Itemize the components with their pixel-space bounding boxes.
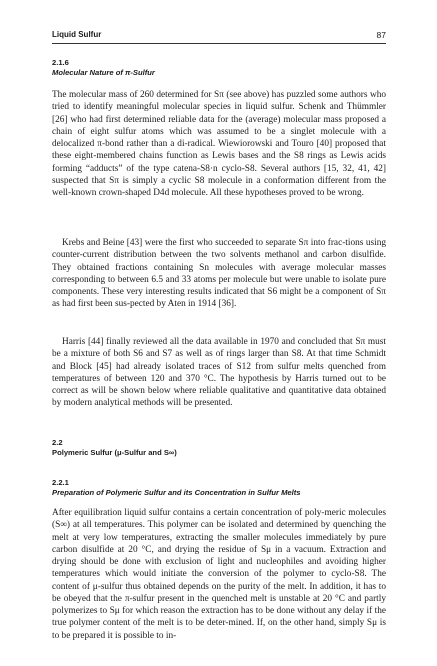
document-page <box>52 0 386 666</box>
section-title: Polymeric Sulfur (μ-Sulfur and S∞) <box>52 448 177 457</box>
running-title: Liquid Sulfur <box>52 30 102 39</box>
paragraph: Harris [44] finally reviewed all the data available in 1970 and concluded that Sπ must be a mixture of both S6 and S7 as well as of rings larger than S8. At that time Schmidt and Block [45] had already isolated traces of S12 from sulfur melts quenched from temperatures of between 120 and 370 °C. The hypothesis by Harris turned out to be correct as will be shown below where reliable qualitative and quantitative data obtained by modern analytical methods will be presented. <box>52 337 386 409</box>
page-number: 87 <box>376 30 386 40</box>
section-number: 2.1.6 <box>52 58 69 67</box>
section-title: Molecular Nature of π-Sulfur <box>52 68 155 77</box>
paragraph: Krebs and Beine [43] were the first who succeeded to separate Sπ into frac-tions using counter-current distribution between the two solvents methanol and carbon disulfide. They obtained fractions containing Sn molecules with average molecular masses corresponding to between 6.5 and 33 atoms per molecule but were unable to isolate pure components. These very interesting results indicated that S6 might be a component of Sπ as had first been sus-pected by Aten in 1914 [36]. <box>52 238 386 310</box>
paragraph: After equilibration liquid sulfur contains a certain concentration of poly-meric molecules (S∞) at all temperatures. This polymer can be isolated and determined by quenching the melt at very low temperatures, extracting the smaller molecules immediately by pure carbon disulfide at 20 °C, and drying the residue of Sμ in a vacuum. Extraction and drying should be done with exclusion of light and nucleophiles and avoiding higher temperatures which would initiate the conversion of the polymer to cyclo-S8. The content of μ-sulfur thus obtained depends on the purity of the melt. In addition, it has to be obeyed that the π-sulfur present in the quenched melt is unstable at 20 °C and partly polymerizes to Sμ for which reason the extraction has to be done without any delay if the true polymer content of the melt is to be deter-mined. If, on the other hand, simply Sμ is to be prepared it is possible to in- <box>52 508 386 641</box>
section-heading-2-2 <box>52 438 177 458</box>
paragraph: The molecular mass of 260 determined for Sπ (see above) has puzzled some authors who tried to identify meaningful molecular species in liquid sulfur. Schenk and Thümmler [26] who had first determined reliable data for the (average) molecular mass proposed a chain of eight sulfur atoms which was assumed to be a singlet molecule with a delocalized π-bond rather than a di-radical. Wiewiorowski and Touro [40] proposed that these eight-membered chains function as Lewis bases and the S8 rings as Lewis acids forming “adducts” of the type catena-S8·n cyclo-S8. Several authors [15, 32, 41, 42] suspected that Sπ is simply a cyclic S8 molecule in a conformation different from the well-known crown-shaped D4d molecule. All these hypotheses proved to be wrong. <box>52 90 386 198</box>
section-number: 2.2.1 <box>52 478 69 487</box>
section-number: 2.2 <box>52 438 63 447</box>
header-rule <box>52 43 386 44</box>
section-heading-2-2-1 <box>52 478 301 498</box>
page-header <box>52 30 386 44</box>
section-title: Preparation of Polymeric Sulfur and its Concentration in Sulfur Melts <box>52 488 301 497</box>
section-heading-2-1-6 <box>52 58 155 78</box>
